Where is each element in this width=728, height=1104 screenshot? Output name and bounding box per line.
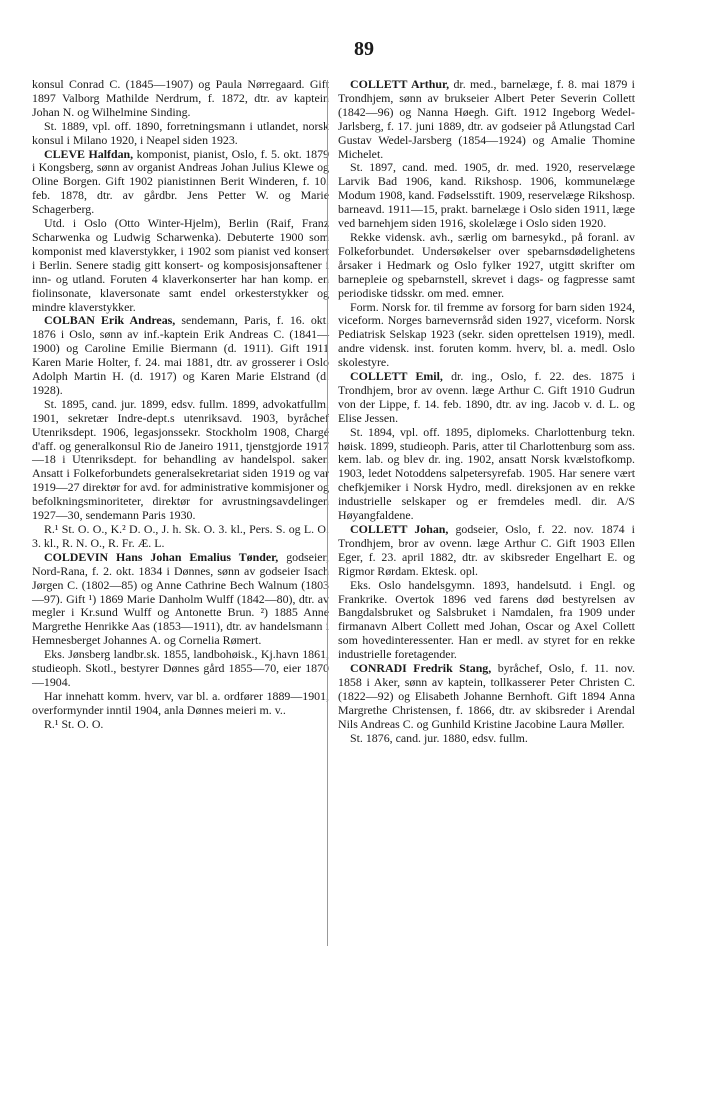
entry-paragraph: Eks. Jønsberg landbr.sk. 1855, landbohøisk., Kj.havn 1861, studieoph. Skotl., bestyrer Dønnes gård 1855—70, eier 1870—1904.: [32, 647, 329, 689]
entry-paragraph: Utd. i Oslo (Otto Winter-Hjelm), Berlin (Raif, Franz Scharwenka og Ludwig Scharwenka). Debuterte 1900 som komponist med klaverstykker, i 1902 som pianist ved konsert i Berlin. Senere stadig gitt konsert- og komposisjonsaftener i inn- og utland. Foruten 4 klaverkonserter har han komp. en fiolinsonate, klaversonate samt endel orkesterstykker og mindre klaverstykker.: [32, 216, 329, 314]
right-column: [338, 78, 635, 746]
entry-paragraph: Rekke vidensk. avh., særlig om barnesykd., på foranl. av Folkeforbundet. Undersøkelser over spebarnsdødelighetens årsaker i Hedmark og Oslo fylker 1927, utgitt skrifter om barnepleie og spebarnstell, skrevet i dags- og fagpresse samt periodiske tidsskr. om med. emner.: [338, 229, 635, 300]
entry-text: komponist, pianist, Oslo, f. 5. okt. 1879 i Kongsberg, sønn av organist Andreas Johan Julius Klewe og Oline Borgen. Gift 1902 pianistinnen Berit Winderen, f. 10. feb. 1878, dtr. av gårdbr. Jens Petter W. og Marie Schagerberg.: [32, 146, 330, 217]
biography-entry: [32, 148, 329, 218]
biography-entry: [338, 523, 635, 579]
entry-paragraph: Eks. Oslo handelsgymn. 1893, handelsutd. i Engl. og Frankrike. Overtok 1896 ved farens død bestyrelsen av Bangdalsbruket og Salsbruket i Namdalen, fra 1909 under firmanavn Albert Collett med Johan, Oscar og Axel Collett som hovedinteressenter. Han er medl. av styret for en rekke industrielle foretagender.: [338, 577, 635, 662]
entry-paragraph: Form. Norsk for. til fremme av forsorg for barn siden 1924, viceform. Norges barnevernsråd siden 1927, viceform. Norsk Pediatrisk Selskap 1923 (sekr. siden oprettelsen 1919), medl. andre vidensk. inst. foruten komm. hverv, bl. a. medl. Oslo skolestyre.: [338, 299, 635, 370]
entry-name: COLBAN Erik Andreas,: [44, 313, 176, 328]
entry-paragraph: St. 1889, vpl. off. 1890, forretningsmann i utlandet, norsk konsul i Milano 1920, i Neapel siden 1923.: [32, 118, 329, 147]
entry-paragraph: St. 1876, cand. jur. 1880, edsv. fullm.: [350, 730, 528, 745]
entry-paragraph: St. 1894, vpl. off. 1895, diplomeks. Charlottenburg tekn. høisk. 1899, studieoph. Paris, atter til Charlottenburg som ass. kem. lab. og blev dr. ing. 1902, ansatt Norsk kvælstofkomp. 1903, ledet Notoddens salpetersyrefab. 1905. Har senere vært chefkjemiker i Norsk Hydro, medl. direksjonen av en rekke industrielle selskaper og er fremdeles medl. dir. A/S Høyangfaldene.: [338, 424, 635, 523]
entry-paragraph: St. 1895, cand. jur. 1899, edsv. fullm. 1899, advokatfullm. 1901, sekretær Indre-dept.s utenriksavd. 1903, byråchef Utenriksdept. 1906, legasjonssekr. Stockholm 1908, Chargé d'aff. og generalkonsul Rio de Janeiro 1911, tjenstgjorde 1917—18 i Utenriksdept. for behandling av handelspol. saker. Ansatt i Folkeforbundets generalsekretariat siden 1919 og var 1919—27 direktør for avd. for administrative kommisjoner og befolkningsminoriteter, direktør for avrustningsavdelingen 1927—30, sendemann Paris 1930.: [32, 396, 329, 523]
entry-text: byråchef, Oslo, f. 11. nov. 1858 i Aker, sønn av kaptein, tollkasserer Peter Christen C. (1822—92) og Elisabeth Johanne Bernhoft. Gift 1894 Anna Margrethe Christensen, f. 1866, dtr. av skibsreder i Arendal Nils Andreas C. og Gunhild Kristine Jacobine Laura Møller.: [338, 661, 636, 731]
entry-name: COLLETT Arthur,: [350, 77, 450, 91]
entry-paragraph: Har innehatt komm. hverv, var bl. a. ordfører 1889—1901, overformynder inntil 1904, anla Dønnes meieri m. v..: [32, 688, 329, 717]
left-column: [32, 78, 329, 732]
entry-name: COLLETT Emil,: [350, 369, 443, 384]
entry-name: CONRADI Fredrik Stang,: [350, 661, 492, 676]
entry-paragraph: R.¹ St. O. O., K.² D. O., J. h. Sk. O. 3. kl., Pers. S. og L. O. 3. kl., R. N. O., R. Fr. Æ. L.: [32, 522, 329, 550]
biography-entry: [32, 551, 329, 648]
biography-entry: [338, 662, 635, 732]
page-number: 89: [354, 38, 374, 60]
column-divider: [327, 80, 328, 946]
entry-paragraph: R.¹ St. O. O.: [44, 716, 104, 731]
entry-text: sendemann, Paris, f. 16. okt. 1876 i Oslo, sønn av inf.-kaptein Erik Andreas C. (1841—1900) og Caroline Emilie Biermann (d. 1911). Gift 1911 Karen Marie Holter, f. 24. mai 1881, dtr. av grosserer i Oslo Adolph Martin H. (d. 1917) og Karen Marie Elstrand (d. 1928).: [32, 313, 329, 397]
entry-name: COLLETT Johan,: [350, 522, 449, 536]
biography-entry: [32, 314, 329, 397]
entry-text: dr. med., barnelæge, f. 8. mai 1879 i Trondhjem, sønn av brukseier Albert Peter Severin Collett (1842—96) og Nanna Høegh. Gift. 1912 Ingeborg Wedel-Jarlsberg, f. 17. juni 1889, dtr. av godseier på Atlungstad Carl Gustav Wedel-Jarsberg (1854—1924) og Amalie Thomine Michelet.: [338, 77, 635, 161]
entry-text: godseier, Oslo, f. 22. nov. 1874 i Trondhjem, bror av ovenn. læge Arthur C. Gift 1903 Ellen Eger, f. 23. april 1882, dtr. av skibsreder Engelhart E. og Rigmor Rørdam. Ektesk. opl.: [338, 522, 635, 578]
entry-text: dr. ing., Oslo, f. 22. des. 1875 i Trondhjem, bror av ovenn. læge Arthur C. Gift 1910 Gudrun von der Lippe, f. 14. feb. 1890, dtr. av ing. Jacob v. d. L. og Elise Jessen.: [338, 369, 636, 425]
continued-text: konsul Conrad C. (1845—1907) og Paula Nørregaard. Gift 1897 Valborg Mathilde Nerdrum, f. 1872, dtr. av kaptein Johan N. og Wilhelmine Sinding.: [32, 77, 329, 119]
entry-name: CLEVE Halfdan,: [44, 146, 134, 161]
entry-name: COLDEVIN Hans Johan Emalius Tønder,: [44, 549, 279, 564]
biography-entry: [338, 78, 635, 161]
biography-entry: [338, 370, 635, 426]
entry-text: godseier, Nord-Rana, f. 2. okt. 1834 i Dønnes, sønn av godseier Isach Jørgen C. (1802—85) og Anne Cathrine Bech Walnum (1803—97). Gift ¹) 1869 Marie Danholm Wulff (1842—80), dtr. av megler i Kr.sund Wulff og Antonette Brun. ²) 1885 Anne Margrethe Henrikke Aas (1853—1911), dtr. av handelsmann i Hemnesberget Johannes A. og Cornelia Rømert.: [32, 549, 329, 648]
entry-paragraph: St. 1897, cand. med. 1905, dr. med. 1920, reservelæge Larvik Bad 1906, kand. Rikshosp. 1906, kommunelæge Modum 1908, kand. Fødselsstift. 1909, reservelæge Rikshosp. barneavd. 1911—15, prakt. barnelæge i Oslo siden 1911, læge ved barnehjem siden 1916, skolelæge i Oslo siden 1920.: [338, 160, 635, 231]
